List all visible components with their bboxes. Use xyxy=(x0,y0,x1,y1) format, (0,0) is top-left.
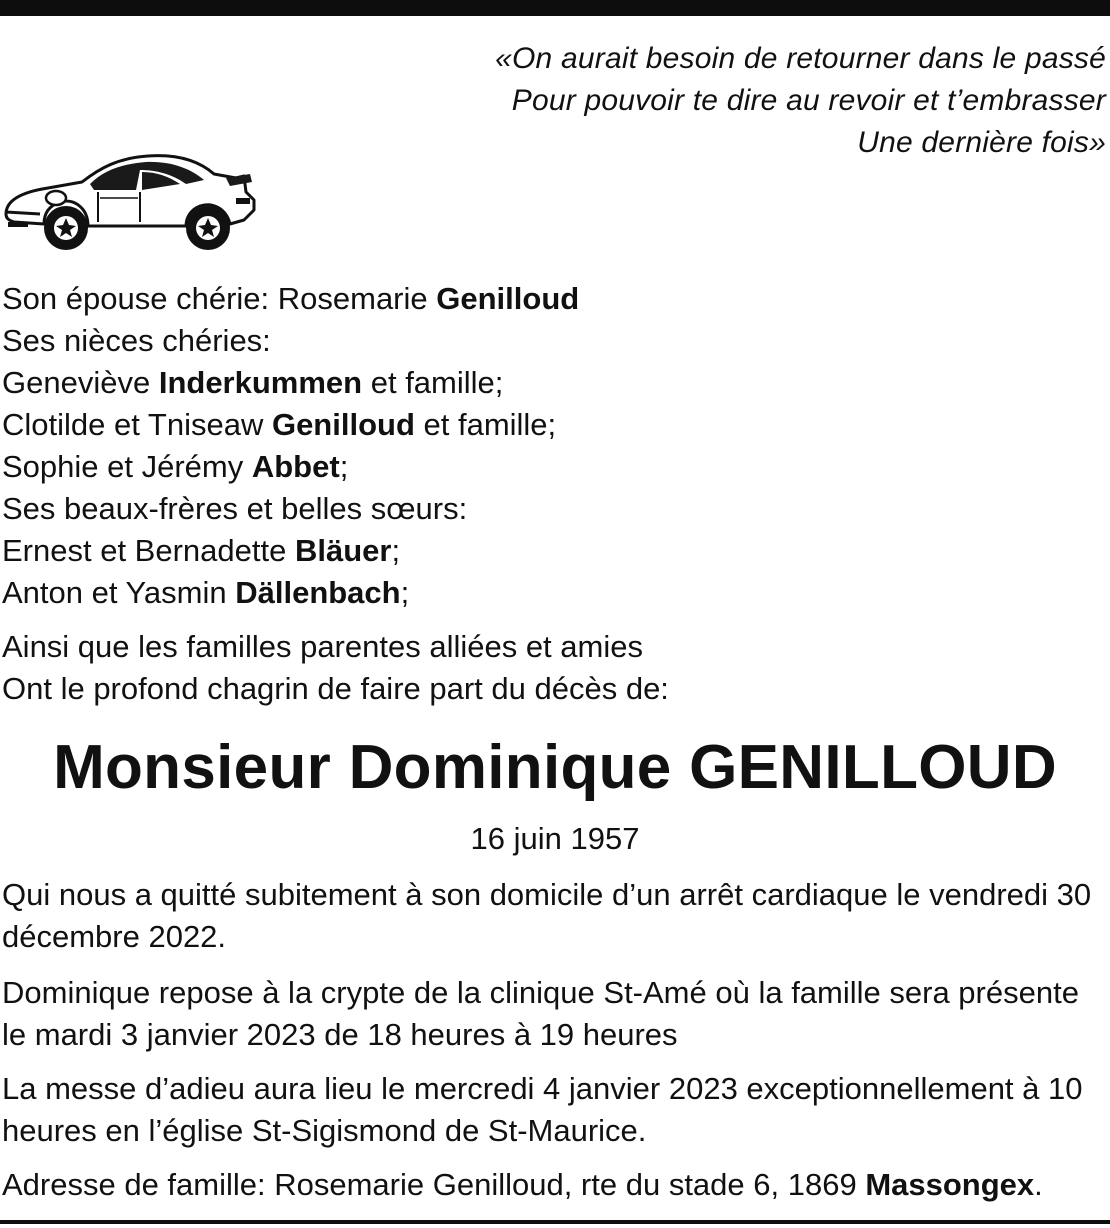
vintage-sports-car-icon xyxy=(0,148,258,254)
mass-paragraph: La messe d’adieu aura lieu le mercredi 4 janvier 2023 exceptionnellement à 10 heures en l’église St-Sigismond de St-Maurice. xyxy=(2,1071,1083,1148)
family-list xyxy=(2,278,579,614)
quote-line: Une dernière fois» xyxy=(857,126,1106,159)
family-address: Adresse de famille: Rosemarie Genilloud, rte du stade 6, 1869 Massongex. xyxy=(2,1167,1043,1202)
family-line: Ses nièces chéries: xyxy=(2,323,271,358)
announcement-text xyxy=(2,626,669,710)
deceased-name: Monsieur Dominique GENILLOUD xyxy=(53,733,1057,802)
top-border-rule xyxy=(0,0,1110,16)
family-line: Geneviève Inderkummen et famille; xyxy=(2,365,504,400)
family-line: Clotilde et Tniseaw Genilloud et famille; xyxy=(2,407,557,442)
announcement-line: Ont le profond chagrin de faire part du décès de: xyxy=(2,671,669,706)
bottom-border-rule xyxy=(0,1220,1110,1224)
quote-line: Pour pouvoir te dire au revoir et t’embrasser xyxy=(511,84,1106,117)
birth-date: 16 juin 1957 xyxy=(470,821,640,856)
announcement-line: Ainsi que les familles parentes alliées et amies xyxy=(2,629,643,664)
family-line: Ernest et Bernadette Bläuer; xyxy=(2,533,401,568)
family-line: Anton et Yasmin Dällenbach; xyxy=(2,575,410,610)
quote-line: «On aurait besoin de retourner dans le passé xyxy=(495,42,1106,75)
epigraph-quote xyxy=(346,38,1106,164)
family-line: Son épouse chérie: Rosemarie Genilloud xyxy=(2,281,580,316)
death-paragraph: Qui nous a quitté subitement à son domicile d’un arrêt cardiaque le vendredi 30 décembre 2022. xyxy=(2,877,1092,954)
family-line: Ses beaux-frères et belles sœurs: xyxy=(2,491,468,526)
visitation-paragraph: Dominique repose à la crypte de la clinique St-Amé où la famille sera présente le mardi 3 janvier 2023 de 18 heures à 19 heures xyxy=(2,975,1079,1052)
family-line: Sophie et Jérémy Abbet; xyxy=(2,449,349,484)
